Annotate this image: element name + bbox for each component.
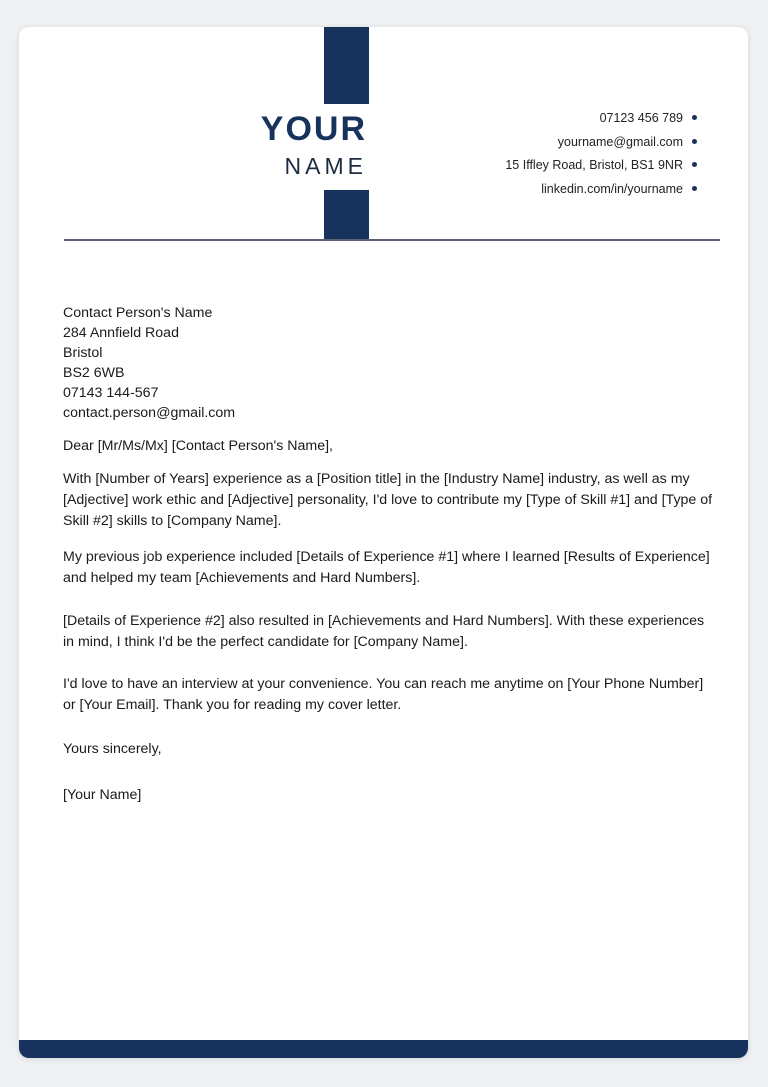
bullet-dot-icon	[692, 139, 697, 144]
contact-email	[505, 131, 697, 155]
cover-letter-page	[19, 27, 748, 1058]
contact-address-text: 15 Iffley Road, Bristol, BS1 9NR	[505, 158, 683, 172]
logo-name-text: NAME	[284, 153, 367, 179]
closing-line: Yours sincerely,	[63, 741, 162, 757]
contact-linkedin-text: linkedin.com/in/yourname	[541, 181, 683, 196]
recipient-postcode: BS2 6WB	[63, 365, 125, 381]
contact-phone-text: 07123 456 789	[599, 111, 683, 125]
body-paragraph-2: My previous job experience included [Details of Experience #1] where I learned [Results of Experience] and helped my team [Achievements and Hard Numbers].	[63, 549, 710, 586]
bullet-dot-icon	[692, 186, 697, 191]
contact-phone	[505, 107, 697, 131]
logo-bar-top	[324, 27, 369, 104]
recipient-city: Bristol	[63, 345, 103, 361]
body-paragraph-3: [Details of Experience #2] also resulted in [Achievements and Hard Numbers]. With these experiences in mind, I think I'd be the perfect candidate for [Company Name].	[63, 613, 705, 650]
recipient-name: Contact Person's Name	[63, 305, 213, 321]
recipient-address-block	[63, 303, 713, 423]
contact-email-text: yourname@gmail.com	[557, 134, 683, 149]
body-paragraph-1: With [Number of Years] experience as a [Position title] in the [Industry Name] industry, as well as my [Adjective] work ethic and [Adjective] personality, I'd love to contribute my [Type of Skill #1] and [Type of Skill #2] skills to [Company Name].	[63, 471, 713, 529]
header-divider	[64, 239, 720, 241]
bullet-dot-icon	[692, 115, 697, 120]
signature-name: [Your Name]	[63, 787, 142, 803]
salutation: Dear [Mr/Ms/Mx] [Contact Person's Name],	[63, 438, 333, 454]
recipient-email: contact.person@gmail.com	[63, 405, 236, 421]
recipient-street: 284 Annfield Road	[63, 325, 179, 341]
contact-linkedin	[505, 178, 697, 202]
contact-details-list	[505, 107, 697, 201]
contact-address	[505, 154, 697, 178]
bullet-dot-icon	[692, 162, 697, 167]
logo-bar-bottom	[324, 190, 369, 240]
footer-band	[19, 1040, 748, 1058]
letter-body	[63, 303, 713, 806]
logo-your-text: YOUR	[260, 110, 367, 148]
recipient-phone: 07143 144-567	[63, 385, 159, 401]
body-paragraph-4: I'd love to have an interview at your convenience. You can reach me anytime on [Your Phone Number] or [Your Email]. Thank you for reading my cover letter.	[63, 676, 704, 713]
